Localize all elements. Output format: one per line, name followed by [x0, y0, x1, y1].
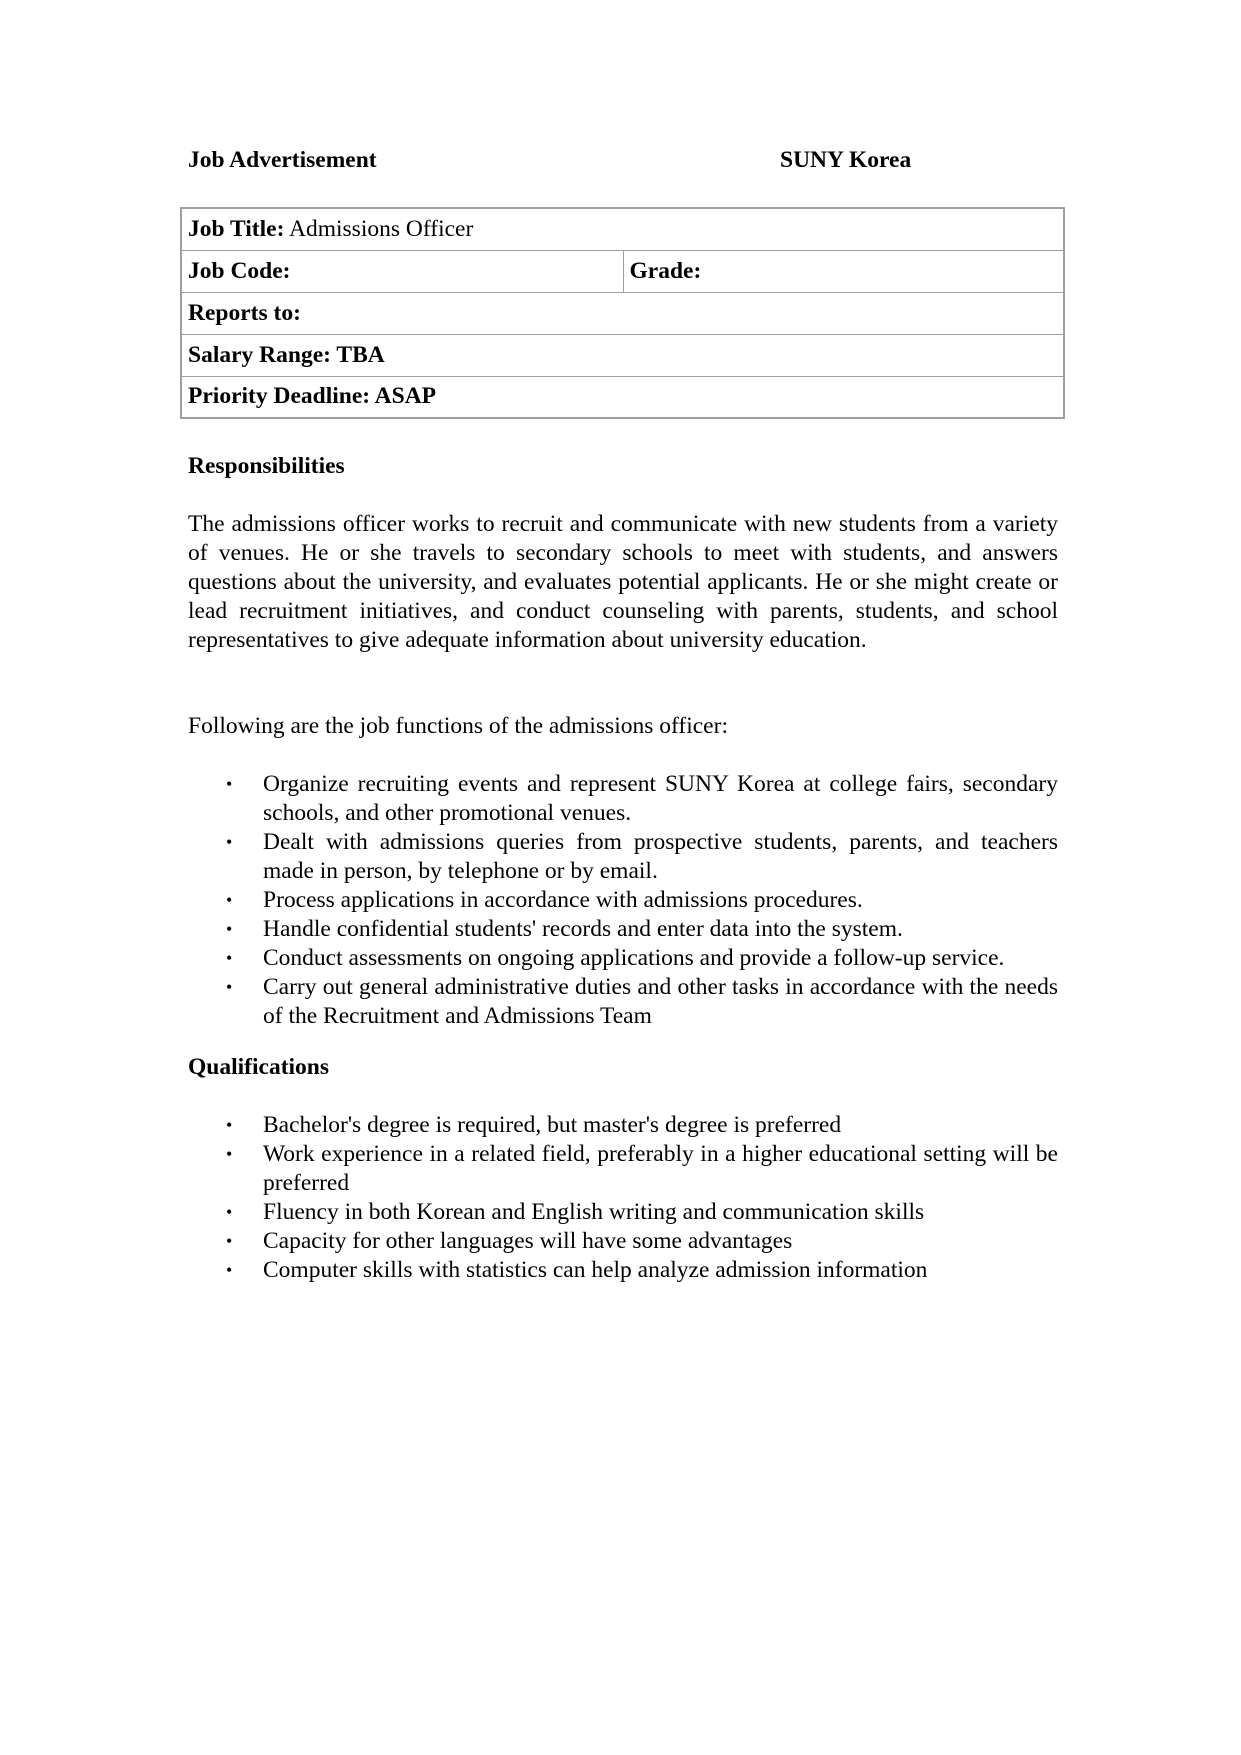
responsibilities-paragraph: The admissions officer works to recruit and communicate with new students from a variety of venues. He or she travels to secondary schools to meet with students, and answers questions about the university, and evaluates potential applicants. He or she might create or lead recruitment initiatives, and conduct counseling with parents, students, and school representatives to give adequate information about university education. — [188, 511, 1058, 653]
list-item — [188, 1140, 1058, 1198]
job-code-row — [181, 250, 1064, 292]
header-title: Job Advertisement — [188, 147, 377, 173]
header-institution: SUNY Korea — [780, 147, 912, 173]
list-item-text: Dealt with admissions queries from prospective students, parents, and teachers made in person, by telephone or by email. — [263, 829, 1058, 884]
bullet-icon: • — [226, 1202, 233, 1222]
job-code-cell: Job Code: — [181, 250, 623, 292]
qualifications-list — [188, 1111, 1058, 1285]
list-item-text: Conduct assessments on ongoing applications and provide a follow-up service. — [263, 945, 1005, 971]
bullet-icon: • — [226, 977, 233, 997]
list-item — [188, 1227, 1058, 1256]
list-item-text: Computer skills with statistics can help analyze admission information — [263, 1257, 928, 1283]
bullet-icon: • — [226, 832, 233, 852]
list-item — [188, 915, 1058, 944]
bullet-icon: • — [226, 890, 233, 910]
job-functions-intro: Following are the job functions of the admissions officer: — [188, 713, 728, 739]
bullet-icon: • — [226, 774, 233, 794]
deadline-row — [181, 376, 1064, 418]
job-title-value: Admissions Officer — [284, 215, 474, 242]
list-item — [188, 886, 1058, 915]
list-item-text: Handle confidential students' records and enter data into the system. — [263, 916, 903, 942]
job-functions-list — [188, 770, 1058, 1031]
salary-range-cell: Salary Range: TBA — [181, 334, 1064, 376]
list-item-text: Capacity for other languages will have some advantages — [263, 1228, 793, 1254]
list-item-text: Bachelor's degree is required, but master's degree is preferred — [263, 1112, 842, 1138]
bullet-icon: • — [226, 948, 233, 968]
responsibilities-heading: Responsibilities — [188, 453, 345, 479]
bullet-icon: • — [226, 919, 233, 939]
reports-to-cell: Reports to: — [181, 292, 1064, 334]
job-title-cell — [181, 208, 1064, 250]
salary-row — [181, 334, 1064, 376]
reports-to-row — [181, 292, 1064, 334]
document-header — [188, 146, 1048, 176]
list-item — [188, 770, 1058, 828]
list-item — [188, 1111, 1058, 1140]
list-item — [188, 973, 1058, 1031]
list-item — [188, 1198, 1058, 1227]
list-item-text: Carry out general administrative duties and other tasks in accordance with the needs of the Recruitment and Admissions Team — [263, 974, 1058, 1029]
list-item-text: Work experience in a related field, preferably in a higher educational setting will be preferred — [263, 1141, 1058, 1196]
list-item-text: Organize recruiting events and represent SUNY Korea at college fairs, secondary schools, and other promotional venues. — [263, 771, 1058, 826]
bullet-icon: • — [226, 1115, 233, 1135]
priority-deadline-cell: Priority Deadline: ASAP — [181, 376, 1064, 418]
list-item — [188, 944, 1058, 973]
job-info-table — [180, 207, 1065, 419]
bullet-icon: • — [226, 1231, 233, 1251]
job-title-row — [181, 208, 1064, 250]
list-item — [188, 1256, 1058, 1285]
grade-cell: Grade: — [623, 250, 1064, 292]
list-item-text: Fluency in both Korean and English writing and communication skills — [263, 1199, 925, 1225]
bullet-icon: • — [226, 1144, 233, 1164]
job-title-label: Job Title: — [188, 215, 285, 242]
bullet-icon: • — [226, 1260, 233, 1280]
qualifications-heading: Qualifications — [188, 1054, 330, 1080]
list-item-text: Process applications in accordance with admissions procedures. — [263, 887, 863, 913]
list-item — [188, 828, 1058, 886]
